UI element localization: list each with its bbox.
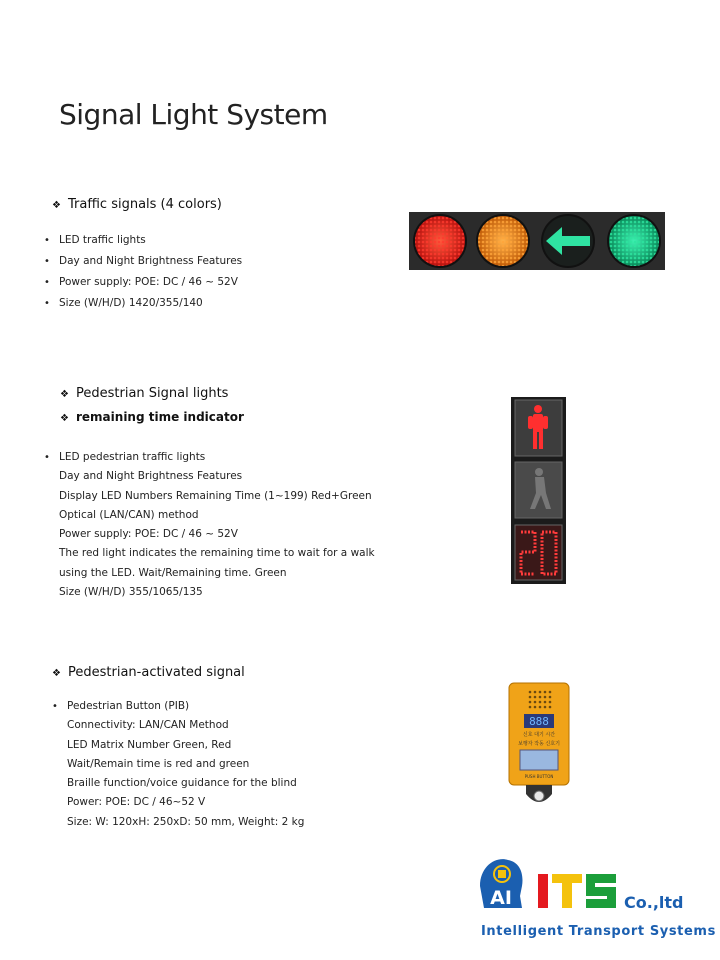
list-item: Power: POE: DC / 46~52 V — [67, 796, 206, 809]
device-display: 888 — [529, 715, 549, 728]
logo-its: ITS — [560, 904, 562, 905]
logo-tagline: Intelligent Transport Systems — [481, 924, 716, 939]
ai-head-logo-icon — [474, 856, 704, 926]
list-item: Day and Night Brightness Features — [59, 470, 243, 483]
list-item: Power supply: POE: DC / 46 ~ 52V — [59, 528, 238, 541]
list-item: Optical (LAN/CAN) method — [59, 508, 199, 521]
device-button-label: PUSH BUTTON — [524, 774, 554, 779]
traffic-signal-image — [409, 212, 665, 270]
device-label-1: 신호 대기 시간 — [522, 732, 556, 738]
list-item: using the LED. Wait/Remaining time. Green — [59, 566, 287, 579]
its-wordmark — [538, 874, 616, 908]
traffic-signal-icon — [409, 212, 665, 270]
pedestrian-signal-image — [511, 397, 566, 584]
list-item: • Power supply: POE: DC / 46 ~ 52V — [44, 272, 242, 293]
diamond-bullet-icon: ❖ — [60, 389, 69, 400]
logo-company: Co.,ltd — [624, 893, 684, 912]
list-item: Wait/Remain time is red and green — [67, 757, 250, 770]
push-button-device-image — [508, 682, 572, 810]
list-item: Connectivity: LAN/CAN Method — [67, 719, 229, 732]
traffic-list — [44, 230, 242, 314]
pedestrian-heading: ❖ Pedestrian Signal lights — [60, 386, 229, 401]
list-item: Display LED Numbers Remaining Time (1~199) Red+Green — [59, 489, 372, 502]
list-item: • LED pedestrian traffic lights — [44, 448, 375, 467]
device-label-2: 보행자 작동 신호기 — [518, 741, 560, 747]
list-item: • Pedestrian Button (PIB) — [52, 697, 304, 716]
list-item: Size (W/H/D) 355/1065/135 — [59, 586, 203, 599]
remaining-time-heading: ❖ remaining time indicator — [60, 410, 244, 424]
logo-ai: AI — [490, 887, 512, 909]
pedestrian-list — [44, 448, 375, 602]
traffic-heading: ❖ Traffic signals (4 colors) — [52, 197, 222, 212]
list-item: Size: W: 120xH: 250xD: 50 mm, Weight: 2 kg — [67, 815, 305, 828]
list-item: • LED traffic lights — [44, 230, 242, 251]
button-heading: ❖ Pedestrian-activated signal — [52, 665, 245, 680]
list-item: • Size (W/H/D) 1420/355/140 — [44, 293, 242, 314]
diamond-bullet-icon: ❖ — [60, 413, 69, 424]
diamond-bullet-icon: ❖ — [52, 200, 61, 211]
push-button-device-icon — [508, 682, 572, 810]
pedestrian-signal-icon — [511, 397, 566, 584]
page-title: Signal Light System — [59, 98, 328, 131]
button-list — [52, 697, 304, 832]
diamond-bullet-icon: ❖ — [52, 668, 61, 679]
list-item: LED Matrix Number Green, Red — [67, 738, 232, 751]
list-item: • Day and Night Brightness Features — [44, 251, 242, 272]
list-item: The red light indicates the remaining time to wait for a walk — [59, 547, 375, 560]
list-item: Braille function/voice guidance for the blind — [67, 777, 297, 790]
